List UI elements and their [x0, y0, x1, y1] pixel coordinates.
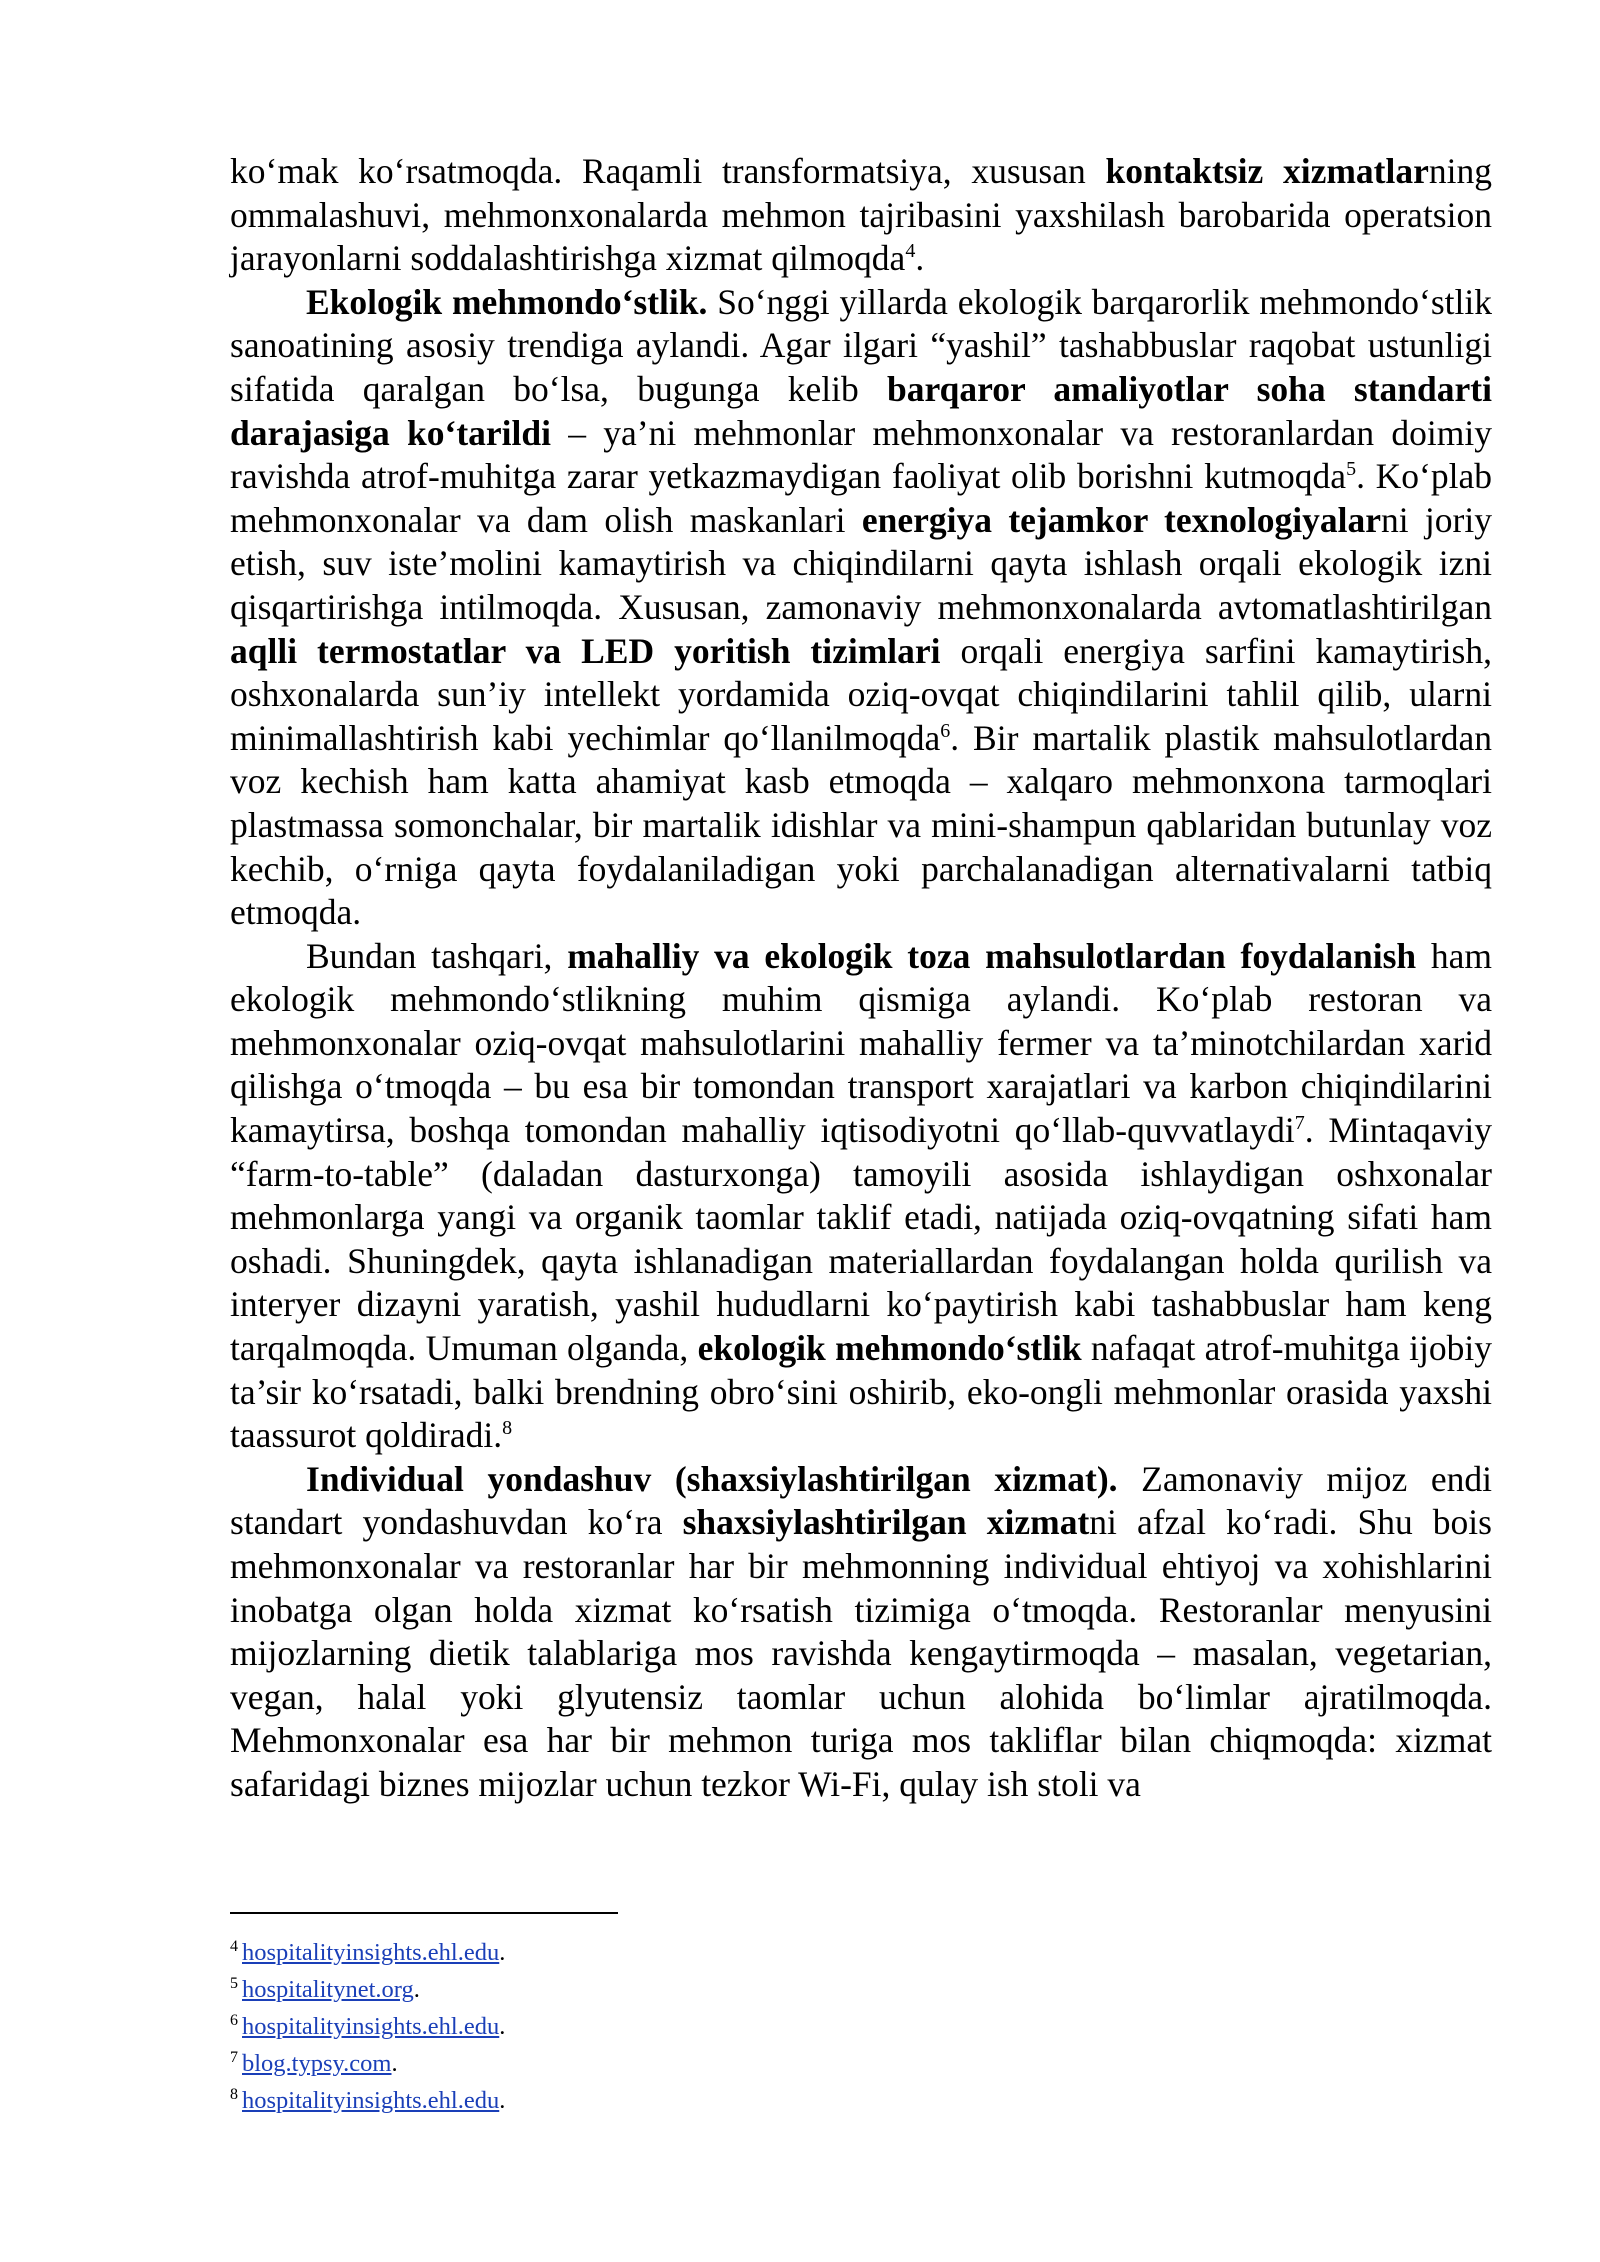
footnote-item: [230, 2045, 1492, 2082]
section-heading-inline: Ekologik mehmondo‘stlik.: [306, 281, 708, 322]
footnote-item: [230, 1934, 1492, 1971]
text-run: . Ko‘plab mehmonxonalar va dam olish maskanlari: [230, 456, 1492, 540]
text-run: Zamonaviy mijoz endi standart yondashuvdan ko‘ra: [230, 1458, 1492, 1543]
document-body: [230, 150, 1492, 1807]
bold-term: energiya tejamkor texnologiyalar: [861, 499, 1381, 540]
footnote-ref[interactable]: 5: [1346, 458, 1357, 481]
footnote-link[interactable]: hospitalitynet.org: [242, 1976, 414, 2003]
text-run: ham ekologik mehmondo‘stlikning muhim qismiga aylandi. Ko‘plab restoran va mehmonxonalar oziq-ovqat mahsulotlarini mahalliy fermer va ta’minotchilardan xarid qilishga o‘tmoqda – bu esa bir tomondan transport xarajatlari va karbon chiqindilarini kamaytirsa, boshqa tomondan mahalliy iqtisodiyotni qo‘llab-quvvatlaydi: [230, 935, 1493, 1151]
text-run: ning ommalashuvi, mehmonxonalarda mehmon tajribasini yaxshilash barobarida operatsion jarayonlarni soddalashtirishga xizmat qilmoqda: [230, 151, 1493, 279]
footnote-item: [230, 1971, 1492, 2008]
footnote-number: 8: [230, 2085, 238, 2103]
bold-term: kontaktsiz xizmatlar: [1105, 151, 1429, 191]
paragraph-local-products: [230, 935, 1492, 1458]
footnote-number: 6: [230, 2011, 238, 2029]
text-run: orqali energiya sarfini kamaytirish, oshxonalarda sun’iy intellekt yordamida oziq-ovqat chiqindilarini tahlil qilib, ularni minimallashtirish kabi yechimlar qo‘llanilmoqda: [230, 630, 1492, 758]
text-run: nafaqat atrof-muhitga ijobiy ta’sir ko‘rsatadi, balki brendning obro‘sini oshirib, eko-ongli mehmonlar orasida yaxshi taassurot qoldiradi.: [230, 1328, 1492, 1456]
footnote-number: 4: [230, 1937, 238, 1955]
bold-term: mahalliy va ekologik toza mahsulotlardan foydalanish: [567, 935, 1417, 976]
footnote-link[interactable]: blog.typsy.com: [242, 2050, 392, 2077]
footnote-link[interactable]: hospitalityinsights.ehl.edu: [242, 1939, 500, 1966]
bold-term: aqlli termostatlar va LED yoritish tizimlari: [230, 630, 941, 671]
section-heading-inline: Individual yondashuv (shaxsiylashtirilgan xizmat).: [306, 1458, 1118, 1499]
text-run: ko‘mak ko‘rsatmoqda. Raqamli transformatsiya, xususan: [230, 151, 1106, 191]
footnote-punct: .: [391, 2050, 398, 2077]
footnote-item: [230, 2008, 1492, 2045]
footnote-link[interactable]: hospitalityinsights.ehl.edu: [242, 2087, 500, 2114]
footnote-ref[interactable]: 8: [502, 1417, 513, 1440]
footnote-separator: [230, 1912, 618, 1914]
footnote-link[interactable]: hospitalityinsights.ehl.edu: [242, 2013, 500, 2040]
text-run: So‘nggi yillarda ekologik barqarorlik mehmondo‘stlik sanoatining asosiy trendiga aylandi. Agar ilgari “yashil” tashabbuslar raqobat ustunligi sifatida qaralgan bo‘lsa, bugunga kelib: [230, 281, 1493, 409]
footnote-number: 5: [230, 1974, 238, 1992]
text-run: .: [915, 238, 925, 279]
footnote-punct: .: [499, 2013, 506, 2040]
text-run: ni afzal ko‘radi. Shu bois mehmonxonalar va restoranlar har bir mehmonning individual ehtiyoj va xohishlarini inobatga olgan holda xizmat ko‘rsatish tizimiga o‘tmoqda. Restoranlar menyusini mijozlarning dietik talablariga mos ravishda kengaytirmoqda – masalan, vegetarian, vegan, halal yoki glyutensiz taomlar uchun alohida bo‘limlar ajratilmoqda. Mehmonxonalar esa har bir mehmon turiga mos takliflar bilan chiqmoqda: xizmat safaridagi biznes mijozlar uchun tezkor Wi-Fi, qulay ish stoli va: [230, 1502, 1492, 1804]
text-run: . Mintaqaviy “farm-to-table” (daladan dasturxonga) tamoyili asosida ishlaydigan oshxonalar mehmonlarga yangi va organik taomlar taklif etadi, natijada oziq-ovqatning sifati ham oshadi. Shuningdek, qayta ishlanadigan materiallardan foydalangan holda qurilish va interyer dizayni yaratish, yashil hududlarni ko‘paytirish kabi tashabbuslar ham keng tarqalmoqda. Umuman olganda,: [230, 1110, 1492, 1369]
paragraph-continuation: [230, 150, 1492, 281]
footnote-number: 7: [230, 2048, 238, 2066]
footnote-punct: .: [413, 1976, 420, 2003]
bold-term: shaxsiylashtirilgan xizmat: [682, 1502, 1090, 1543]
footnote-ref[interactable]: 6: [940, 719, 951, 742]
text-run: Bundan tashqari,: [306, 935, 568, 976]
footnotes-section: [230, 1912, 1492, 2119]
paragraph-individual-approach: [230, 1458, 1492, 1807]
text-run: ni joriy etish, suv iste’molini kamaytirish va chiqindilarni qayta ishlash orqali ekologik izni qisqartirishga intilmoqda. Xususan, zamonaviy mehmonxonalarda avtomatlashtirilgan: [230, 499, 1492, 627]
text-run: – ya’ni mehmonlar mehmonxonalar va restoranlardan doimiy ravishda atrof-muhitga zarar yetkazmaydigan faoliyat olib borishni kutmoqda: [230, 412, 1492, 497]
footnote-punct: .: [499, 1939, 506, 1966]
footnote-item: [230, 2082, 1492, 2119]
bold-term: barqaror amaliyotlar soha standarti darajasiga ko‘tarildi: [230, 368, 1492, 453]
paragraph-ecological-hospitality: [230, 281, 1492, 935]
bold-term: ekologik mehmondo‘stlik: [697, 1328, 1082, 1369]
footnote-ref[interactable]: 4: [905, 240, 916, 263]
footnote-ref[interactable]: 7: [1294, 1112, 1305, 1135]
text-run: . Bir martalik plastik mahsulotlardan voz kechish ham katta ahamiyat kasb etmoqda – xalqaro mehmonxona tarmoqlari plastmassa somonchalar, bir martalik idishlar va mini-shampun qablaridan butunlay voz kechib, o‘rniga qayta foydalaniladigan yoki parchalanadigan alternativalarni tatbiq etmoqda.: [230, 717, 1493, 933]
footnote-punct: .: [499, 2087, 506, 2114]
